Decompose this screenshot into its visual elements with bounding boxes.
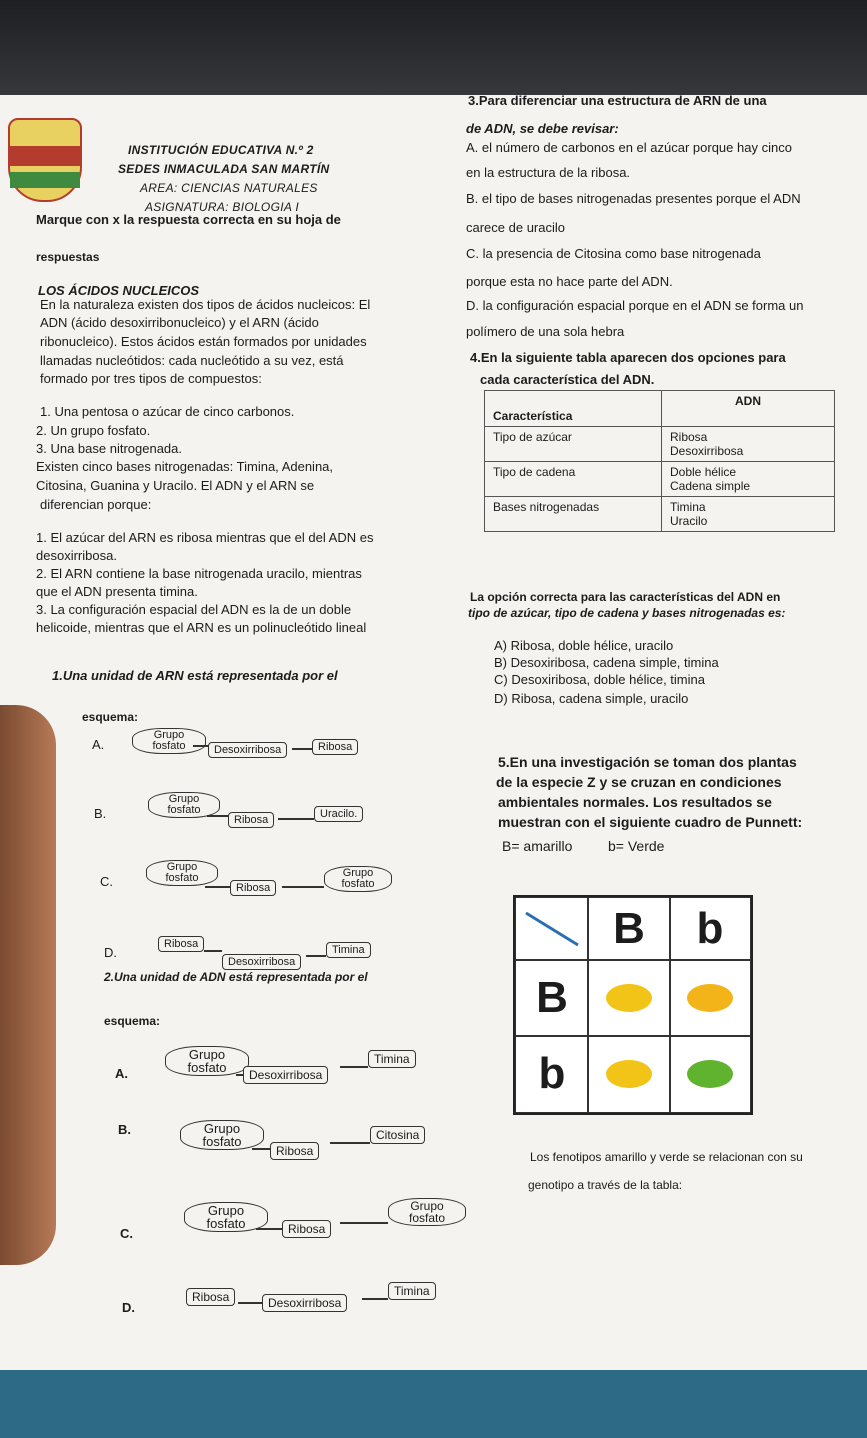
punnett-cell-BB [587, 959, 671, 1037]
q2-title: 2.Una unidad de ADN está representada por el [104, 970, 368, 984]
diagonal-line-icon [522, 909, 582, 949]
difference-item: 3. La configuración espacial del ADN es la de un doble [36, 602, 352, 617]
punnett-row-header: b [515, 1035, 589, 1113]
table-header: ADN [662, 391, 835, 427]
bond-line [205, 886, 231, 888]
punnett-cell-bB [587, 1035, 671, 1113]
punnett-cell-bb [669, 1035, 751, 1113]
q1-c-phosphate: Grupo fosfato [146, 860, 218, 886]
q4-title: 4.En la siguiente tabla aparecen dos opciones para [470, 350, 786, 365]
q4-option-c[interactable]: C) Desoxiribosa, doble hélice, timina [494, 672, 705, 687]
hand-finger [0, 705, 56, 1265]
q3-option-c-cont: porque esta no hace parte del ADN. [466, 274, 673, 289]
intro-line: formado por tres tipos de compuestos: [40, 371, 262, 386]
table-cell [662, 462, 835, 497]
intro-line: llamadas nucleótidos: cada nucleótido a su vez, está [40, 353, 344, 368]
campus-name: SEDES INMACULADA SAN MARTÍN [118, 162, 330, 176]
q2-d-base: Timina [388, 1282, 436, 1300]
bond-line [292, 748, 312, 750]
q4-option-d[interactable]: D) Ribosa, cadena simple, uracilo [494, 691, 689, 706]
component-item: diferencian porque: [40, 497, 152, 512]
q5-title: 5.En una investigación se toman dos plantas [498, 754, 797, 770]
q1-a-phosphate: Grupo fosfato [132, 728, 206, 754]
area-name: AREA: CIENCIAS NATURALES [140, 181, 318, 195]
bond-line [207, 815, 229, 817]
bond-line [340, 1222, 388, 1224]
q1-option-letter[interactable]: C. [100, 874, 113, 889]
q1-c-phosphate-2: Grupo fosfato [324, 866, 392, 892]
subject-name: ASIGNATURA: BIOLOGIA I [145, 200, 299, 214]
legend-green: b= Verde [608, 838, 665, 854]
instructions-line-1: Marque con x la respuesta correcta en su hoja de [36, 212, 341, 227]
section-title: LOS ÁCIDOS NUCLEICOS [38, 283, 200, 298]
table-header: Característica [485, 391, 662, 427]
q2-d-sugar: Ribosa [186, 1288, 235, 1306]
q1-d-base: Timina [326, 942, 371, 958]
punnett-cell-Bb [669, 959, 751, 1037]
difference-item: helicoide, mientras que el ARN es un polinucleótido lineal [36, 620, 367, 635]
intro-line: ADN (ácido desoxirribonucleico) y el ARN (ácido [40, 315, 319, 330]
punnett-corner [515, 897, 589, 961]
q3-option-b[interactable]: B. el tipo de bases nitrogenadas presentes porque el ADN [466, 191, 801, 206]
school-shield-logo [8, 118, 82, 202]
difference-item: 1. El azúcar del ARN es ribosa mientras que el del ADN es [36, 530, 374, 545]
bond-line [282, 886, 324, 888]
bond-line [238, 1302, 262, 1304]
q2-c-sugar: Ribosa [282, 1220, 331, 1238]
yellow-pea-icon [606, 1060, 652, 1088]
table-cell [662, 497, 835, 532]
intro-line: ribonucleico). Estos ácidos están formados por unidades [40, 334, 367, 349]
q2-title-2: esquema: [104, 1014, 161, 1028]
component-item: 1. Una pentosa o azúcar de cinco carbonos. [40, 404, 295, 419]
punnett-square [513, 895, 753, 1115]
table-option: Cadena simple [670, 479, 751, 493]
background-bottom [0, 1370, 867, 1438]
q1-d-sugar-2: Desoxirribosa [222, 954, 301, 970]
bond-line [306, 955, 326, 957]
q1-a-sugar: Desoxirribosa [208, 742, 287, 758]
q1-b-sugar: Ribosa [228, 812, 274, 828]
component-item: 2. Un grupo fosfato. [36, 423, 151, 438]
q1-c-sugar: Ribosa [230, 880, 276, 896]
table-option: Ribosa [670, 430, 708, 444]
table-cell: Bases nitrogenadas [485, 497, 662, 532]
q2-a-sugar: Desoxirribosa [243, 1066, 328, 1084]
component-item: Citosina, Guanina y Uracilo. El ADN y el ARN se [36, 478, 315, 493]
q4-title-2: cada característica del ADN. [480, 372, 655, 387]
table-cell [662, 427, 835, 462]
punnett-row-header: B [515, 959, 589, 1037]
instructions-line-2: respuestas [36, 250, 100, 264]
q3-title-2: de ADN, se debe revisar: [466, 121, 619, 136]
school-name: INSTITUCIÓN EDUCATIVA N.º 2 [128, 143, 314, 157]
q1-d-sugar: Ribosa [158, 936, 204, 952]
q2-d-sugar-2: Desoxirribosa [262, 1294, 347, 1312]
adn-characteristics-table [484, 390, 835, 532]
q3-option-d[interactable]: D. la configuración espacial porque en el ADN se forma un [466, 298, 804, 313]
q3-option-d-cont: polímero de una sola hebra [466, 324, 625, 339]
bond-line [256, 1228, 284, 1230]
component-item: 3. Una base nitrogenada. [36, 441, 182, 456]
q3-option-a[interactable]: A. el número de carbonos en el azúcar porque hay cinco [466, 140, 792, 155]
table-option: Uracilo [670, 514, 708, 528]
green-pea-icon [687, 1060, 733, 1088]
bond-line [193, 745, 209, 747]
difference-item: que el ADN presenta timina. [36, 584, 198, 599]
legend-yellow: B= amarillo [502, 838, 573, 854]
punnett-col-header: B [587, 897, 671, 961]
bond-line [362, 1298, 388, 1300]
yellow-pea-icon [606, 984, 652, 1012]
q2-option-letter[interactable]: C. [120, 1226, 133, 1241]
q1-option-letter[interactable]: A. [92, 737, 105, 752]
q3-option-c[interactable]: C. la presencia de Citosina como base nitrogenada [466, 246, 761, 261]
q1-title-2: esquema: [82, 710, 139, 724]
q2-c-phosphate-2: Grupo fosfato [388, 1198, 466, 1226]
q1-b-phosphate: Grupo fosfato [148, 792, 220, 818]
q1-option-letter[interactable]: B. [94, 806, 107, 821]
q3-option-a-cont: en la estructura de la ribosa. [466, 165, 631, 180]
difference-item: desoxirribosa. [36, 548, 117, 563]
table-option: Timina [670, 500, 706, 514]
q3-option-b-cont: carece de uracilo [466, 220, 565, 235]
q2-b-phosphate: Grupo fosfato [180, 1120, 264, 1150]
bond-line [204, 950, 222, 952]
bond-line [252, 1148, 270, 1150]
q2-a-phosphate: Grupo fosfato [165, 1046, 249, 1076]
q5-note: Los fenotipos amarillo y verde se relacionan con su [530, 1150, 803, 1164]
q4-prompt: La opción correcta para las características del ADN en [470, 590, 781, 604]
q1-option-letter[interactable]: D. [104, 945, 117, 960]
q1-a-base: Ribosa [312, 739, 358, 755]
q5-title-4: muestran con el siguiente cuadro de Punnett: [498, 814, 803, 830]
table-option: Doble hélice [670, 465, 737, 479]
bond-line [278, 818, 314, 820]
q4-option-a[interactable]: A) Ribosa, doble hélice, uracilo [494, 638, 674, 653]
q5-title-2: de la especie Z y se cruzan en condiciones [496, 774, 782, 790]
q2-b-base: Citosina [370, 1126, 425, 1144]
punnett-col-header: b [669, 897, 751, 961]
q4-prompt-2: tipo de azúcar, tipo de cadena y bases nitrogenadas es: [468, 606, 786, 620]
table-cell: Tipo de azúcar [485, 427, 662, 462]
q5-note-2: genotipo a través de la tabla: [528, 1178, 683, 1192]
q2-option-letter[interactable]: B. [118, 1122, 131, 1137]
component-item: Existen cinco bases nitrogenadas: Timina, Adenina, [36, 459, 334, 474]
table-cell: Tipo de cadena [485, 462, 662, 497]
q2-option-letter[interactable]: A. [115, 1066, 128, 1081]
bond-line [340, 1066, 368, 1068]
q1-title: 1.Una unidad de ARN está representada por el [52, 668, 338, 683]
q2-a-base: Timina [368, 1050, 416, 1068]
intro-line: En la naturaleza existen dos tipos de ácidos nucleicos: El [40, 297, 371, 312]
q4-option-b[interactable]: B) Desoxiribosa, cadena simple, timina [494, 655, 719, 670]
yellow-pea-icon [687, 984, 733, 1012]
q2-c-phosphate: Grupo fosfato [184, 1202, 268, 1232]
q3-title: 3.Para diferenciar una estructura de ARN de una [468, 93, 767, 108]
q5-title-3: ambientales normales. Los resultados se [498, 794, 772, 810]
q2-b-sugar: Ribosa [270, 1142, 319, 1160]
table-option: Desoxirribosa [670, 444, 744, 458]
difference-item: 2. El ARN contiene la base nitrogenada uracilo, mientras [36, 566, 362, 581]
q2-option-letter[interactable]: D. [122, 1300, 135, 1315]
bond-line [330, 1142, 370, 1144]
q1-b-base: Uracilo. [314, 806, 363, 822]
